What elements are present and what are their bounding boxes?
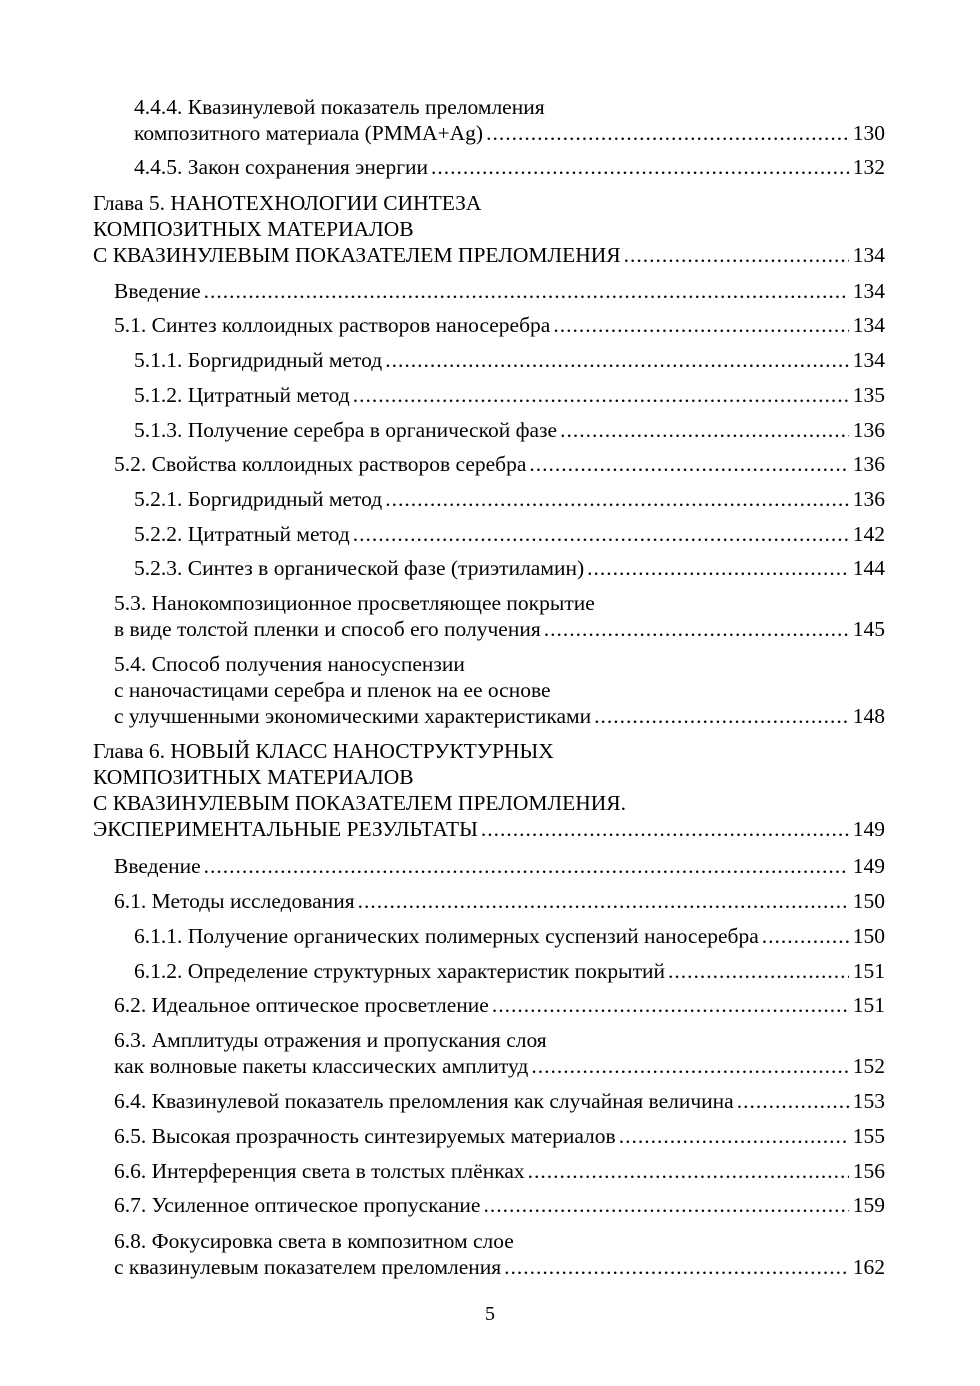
toc-page-number: 130 [852,121,885,145]
dot-leader [531,1053,848,1079]
dot-leader [385,486,849,512]
toc-entry-6-8 [114,1228,885,1280]
toc-page-number: 151 [852,993,885,1017]
toc-entry-6-7 [114,1192,885,1218]
toc-entry-5-2-1 [134,486,885,512]
toc-entry-title-line: Глава 6. НОВЫЙ КЛАСС НАНОСТРУКТУРНЫХ [93,739,554,763]
toc-entry-5-1-1 [134,347,885,373]
dot-leader [560,417,849,443]
dot-leader [737,1088,849,1114]
dot-leader [544,616,849,642]
toc-entry-title-line: КОМПОЗИТНЫХ МАТЕРИАЛОВ [93,765,414,789]
toc-entry-title-line: с улучшенными экономическими характеристиками [114,704,592,728]
toc-entry-chapter-6 [93,738,885,842]
toc-entry-5-1-3 [134,417,885,443]
toc-entry-title-line: 5.1. Синтез коллоидных растворов наносеребра [114,313,551,337]
toc-page-number: 135 [852,383,885,407]
dot-leader [529,451,848,477]
toc-entry-title-line: 6.2. Идеальное оптическое просветление [114,993,489,1017]
toc-entry-title-line: 5.1.3. Получение серебра в органической фазе [134,418,558,442]
toc-entry-title-line: Введение [114,279,201,303]
toc-entry-4-4-4 [134,94,885,146]
toc-entry-title-line: 6.1.2. Определение структурных характеристик покрытий [134,959,665,983]
toc-entry-6-3 [114,1027,885,1079]
dot-leader [668,958,849,984]
toc-page-number: 155 [852,1124,885,1148]
toc-entry-title-line: 6.1. Методы исследования [114,889,355,913]
toc-entry-6-2 [114,992,885,1018]
toc-entry-title-line: 5.2. Свойства коллоидных растворов серебра [114,452,527,476]
toc-page-number: 134 [852,243,885,267]
toc-page-number: 149 [852,817,885,841]
toc-entry-4-4-5 [134,154,885,180]
toc-page-number: 162 [852,1255,885,1279]
dot-leader [204,278,849,304]
dot-leader [594,703,849,729]
toc-page-number: 150 [852,889,885,913]
dot-leader [483,1192,848,1218]
toc-entry-title-line: 4.4.4. Квазинулевой показатель преломления [134,95,545,119]
toc-entry-title-line: 4.4.5. Закон сохранения энергии [134,155,429,179]
toc-entry-chapter-5 [93,190,885,268]
toc-page-number: 136 [852,452,885,476]
dot-leader [619,1123,849,1149]
dot-leader [553,312,848,338]
toc-entry-6-5 [114,1123,885,1149]
toc-page-number: 134 [852,313,885,337]
toc-page-number: 136 [852,418,885,442]
dot-leader [486,120,849,146]
toc-entry-title-line: С КВАЗИНУЛЕВЫМ ПОКАЗАТЕЛЕМ ПРЕЛОМЛЕНИЯ. [93,791,626,815]
toc-entry-title-line: 6.8. Фокусировка света в композитном слое [114,1229,514,1253]
dot-leader [762,923,849,949]
toc-entry-title-line: 6.5. Высокая прозрачность синтезируемых материалов [114,1124,616,1148]
dot-leader [504,1254,849,1280]
toc-entry-introduction-5 [114,278,885,304]
dot-leader [587,555,849,581]
toc-entry-5-2-3 [134,555,885,581]
page-number: 5 [485,1303,495,1325]
dot-leader [353,521,849,547]
toc-entry-introduction-6 [114,853,885,879]
toc-page-number: 149 [852,854,885,878]
dot-leader [492,992,849,1018]
dot-leader [385,347,849,373]
toc-page-number: 132 [852,155,885,179]
toc-page-number: 134 [852,279,885,303]
toc-entry-5-1-2 [134,382,885,408]
toc-entry-title-line: Введение [114,854,201,878]
toc-entry-6-1-1 [134,923,885,949]
toc-page-number: 134 [852,348,885,372]
toc-entry-title-line: Глава 5. НАНОТЕХНОЛОГИИ СИНТЕЗА [93,191,482,215]
toc-entry-title-line: С КВАЗИНУЛЕВЫМ ПОКАЗАТЕЛЕМ ПРЕЛОМЛЕНИЯ [93,243,621,267]
toc-page-number: 152 [852,1054,885,1078]
toc-entry-title-line: 5.2.2. Цитратный метод [134,522,350,546]
toc-entry-title-line: 5.2.3. Синтез в органической фазе (триэтиламин) [134,556,585,580]
toc-page-number: 148 [852,704,885,728]
toc-page-number: 159 [852,1193,885,1217]
toc-entry-title-line: 5.2.1. Боргидридный метод [134,487,383,511]
toc-page-number: 150 [852,924,885,948]
dot-leader [528,1158,849,1184]
toc-entry-title-line: 6.7. Усиленное оптическое пропускание [114,1193,481,1217]
toc-entry-title-line: 5.1.2. Цитратный метод [134,383,350,407]
toc-entry-title-line: 6.4. Квазинулевой показатель преломления как случайная величина [114,1089,734,1113]
toc-entry-title-line: композитного материала (PMMA+Ag) [134,121,484,145]
toc-entry-title-line: 5.3. Нанокомпозиционное просветляющее покрытие [114,591,595,615]
toc-page-number: 144 [852,556,885,580]
toc-page-number: 156 [852,1159,885,1183]
toc-entry-title-line: с наночастицами серебра и пленок на ее основе [114,678,551,702]
toc-entry-title-line: с квазинулевым показателем преломления [114,1255,502,1279]
dot-leader [353,382,849,408]
toc-entry-6-6 [114,1158,885,1184]
toc-entry-5-4 [114,651,885,729]
toc-page-number: 142 [852,522,885,546]
toc-entry-title-line: ЭКСПЕРИМЕНТАЛЬНЫЕ РЕЗУЛЬТАТЫ [93,817,478,841]
dot-leader [204,853,849,879]
toc-page-number: 145 [852,617,885,641]
toc-entry-title-line: 6.3. Амплитуды отражения и пропускания слоя [114,1028,547,1052]
toc-entry-title-line: 6.1.1. Получение органических полимерных суспензий наносеребра [134,924,759,948]
dot-leader [358,888,849,914]
toc-entry-title-line: в виде толстой пленки и способ его получения [114,617,541,641]
dot-leader [481,816,849,842]
toc-entry-5-1 [114,312,885,338]
toc-entry-6-1-2 [134,958,885,984]
toc-entry-5-2 [114,451,885,477]
toc-entry-title-line: КОМПОЗИТНЫХ МАТЕРИАЛОВ [93,217,414,241]
dot-leader [624,242,849,268]
toc-entry-title-line: 5.4. Способ получения наносуспензии [114,652,465,676]
toc-entry-title-line: 6.6. Интерференция света в толстых плёнках [114,1159,525,1183]
toc-entry-title-line: как волновые пакеты классических амплитуд [114,1054,529,1078]
toc-entry-title-line: 5.1.1. Боргидридный метод [134,348,383,372]
toc-entry-6-4 [114,1088,885,1114]
toc-page-number: 153 [852,1089,885,1113]
dot-leader [431,154,849,180]
toc-page-number: 136 [852,487,885,511]
toc-entry-6-1 [114,888,885,914]
toc-entry-5-2-2 [134,521,885,547]
toc-entry-5-3 [114,590,885,642]
toc-page-number: 151 [852,959,885,983]
